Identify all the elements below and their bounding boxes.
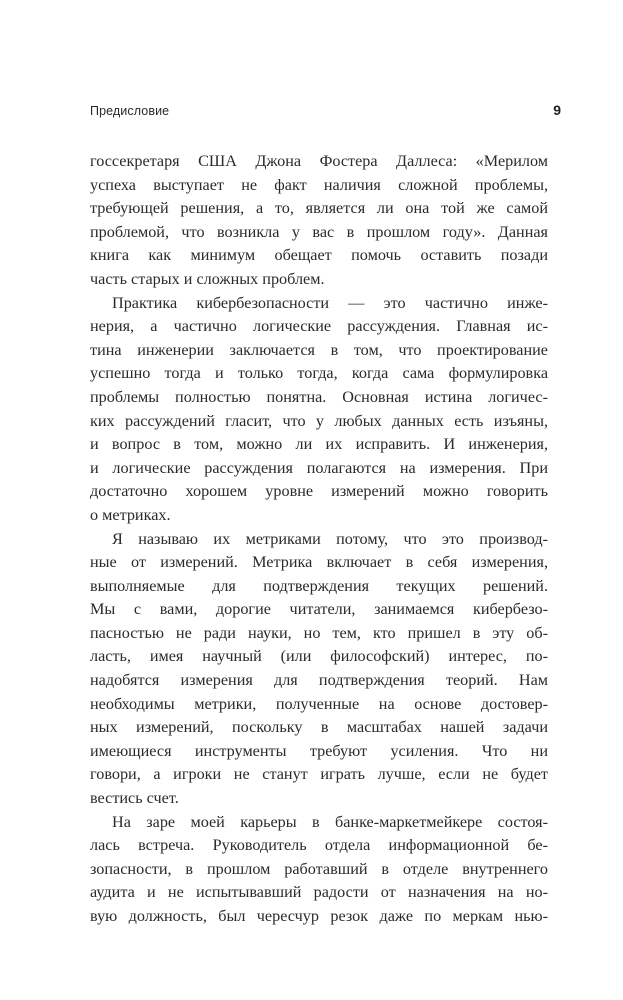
text-line: ласть, имея научный (или философский) интерес, по- [90, 647, 548, 666]
paragraph [90, 150, 548, 292]
text-line: достаточно хорошем уровне измерений можно говорить [90, 482, 548, 501]
text-line: необходимы метрики, полученные на основе достовер- [90, 694, 548, 713]
text-line: ных измерений, поскольку в масштабах нашей задачи [90, 718, 548, 737]
text-line: выполняемые для подтверждения текущих решений. [90, 576, 548, 595]
body-text [90, 150, 548, 929]
text-line: успеха выступает не факт наличия сложной проблемы, [90, 175, 548, 194]
text-line: Практика кибербезопасности — это частично инже- [112, 293, 548, 312]
text-line: часть старых и сложных проблем. [90, 269, 325, 288]
text-line: вую должность, был чересчур резок даже по меркам нью- [90, 907, 548, 925]
paragraph [90, 292, 548, 528]
text-line: требующей решения, а то, является ли она той же самой [90, 199, 548, 218]
text-line: Я называю их метриками потому, что это производ- [112, 529, 548, 548]
paragraph [90, 811, 548, 929]
text-line: говори, а игроки не станут играть лучше, если не будет [90, 765, 548, 784]
text-line: ные от измерений. Метрика включает в себя измерения, [90, 553, 548, 572]
text-line: Мы с вами, дорогие читатели, занимаемся кибербезо- [90, 600, 548, 619]
text-line: нерия, а частично логические рассуждения. Главная ис- [90, 317, 548, 336]
text-line: вестись счет. [90, 789, 179, 808]
text-line: тина инженерии заключается в том, что проектирование [90, 340, 548, 359]
page-number: 9 [553, 102, 561, 118]
text-line: успешно тогда и только тогда, когда сама формулировка [90, 364, 548, 383]
text-line: и логические рассуждения полагаются на измерения. При [90, 458, 548, 477]
text-line: надобятся измерения для подтверждения теорий. Нам [90, 671, 548, 690]
text-line: ких рассуждений гласит, что у любых данных есть изъяны, [90, 411, 548, 430]
text-line: На заре моей карьеры в банке-маркетмейкере состоя- [112, 812, 548, 831]
text-line: имеющиеся инструменты требуют усиления. Что ни [90, 741, 548, 760]
text-line: о метриках. [90, 505, 171, 524]
text-line: госсекретаря США Джона Фостера Даллеса: «Мерилом [90, 152, 548, 170]
text-line: зопасности, в прошлом работавший в отделе внутреннего [90, 859, 548, 878]
text-line: и вопрос в том, можно ли их исправить. И инженерия, [90, 435, 548, 454]
text-line: проблемой, что возникла у вас в прошлом году». Данная [90, 222, 548, 241]
text-line: лась встреча. Руководитель отдела информационной бе- [90, 836, 548, 855]
text-line: книга как минимум обещает помочь оставить позади [90, 246, 548, 265]
text-line: проблемы полностью понятна. Основная истина логичес- [90, 387, 548, 406]
text-line: аудита и не испытывавший радости от назначения на но- [90, 883, 548, 902]
text-line: пасностью не ради науки, но тем, кто пришел в эту об- [90, 623, 548, 642]
paragraph [90, 528, 548, 811]
running-title: Предисловие [90, 104, 170, 118]
